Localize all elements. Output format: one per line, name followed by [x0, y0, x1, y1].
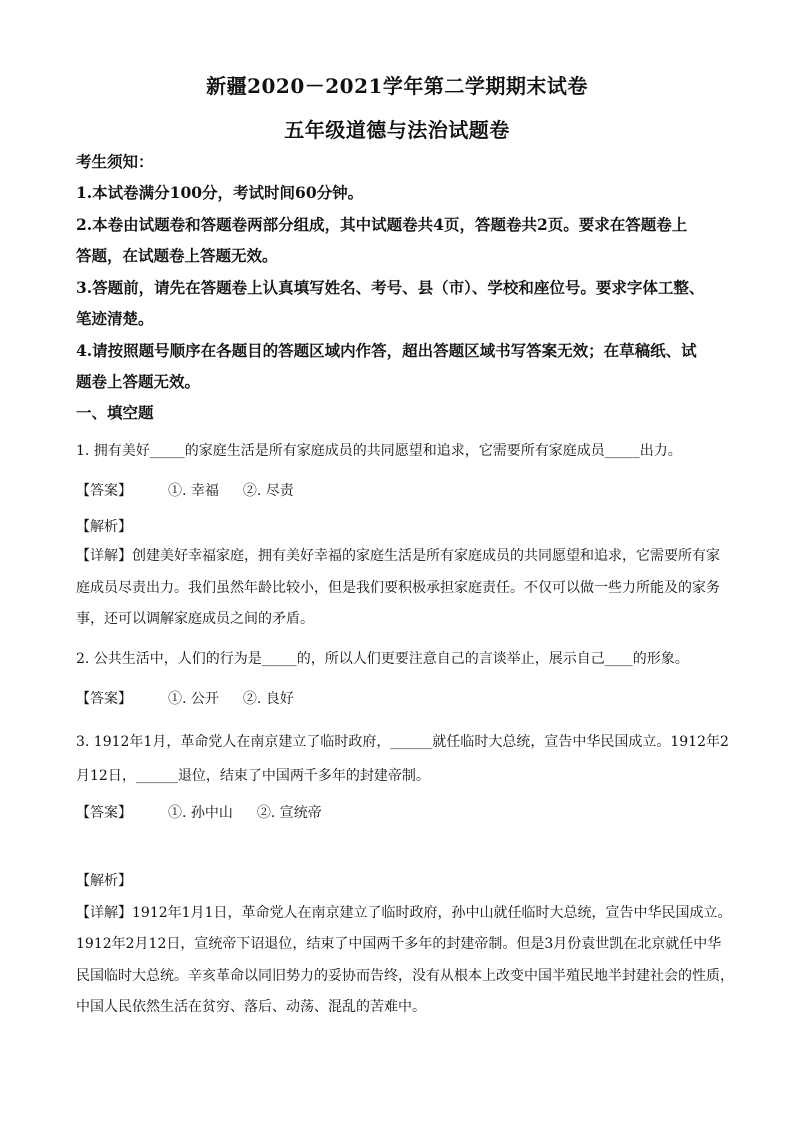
analysis-line: 【详解】创建美好幸福家庭，拥有美好幸福的家庭生活是所有家庭成员的共同愿望和追求，它需要所有家: [76, 548, 720, 564]
question-text: 1. 拥有美好_____的家庭生活是所有家庭成员的共同愿望和追求，它需要所有家庭成员_____出力。: [76, 443, 682, 459]
analysis-line: 事，还可以调解家庭成员之间的矛盾。: [76, 611, 314, 627]
instructions-heading: 考生须知：: [76, 152, 154, 171]
analysis-line: 1912年2月12日，宣统帝下诏退位，结束了中国两千多年的封建帝制。但是3月份袁世凯在北京就任中华: [76, 936, 722, 952]
answer-row: [76, 688, 294, 708]
instruction-line: 2.本卷由试题卷和答题卷两部分组成，其中试题卷共4页，答题卷共2页。要求在答题卷上: [76, 215, 688, 234]
analysis-tag: 【解析】: [76, 873, 132, 889]
analysis-line: 中国人民依然生活在贫穷、落后、动荡、混乱的苦难中。: [76, 999, 426, 1015]
instruction-line: 答题，在试题卷上答题无效。: [76, 246, 278, 265]
instruction-line: 3.答题前，请先在答题卷上认真填写姓名、考号、县（市）、学校和座位号。要求字体工整、: [76, 278, 705, 297]
answer-option: ①. 幸福: [168, 483, 219, 499]
exam-title: 新疆2020－2021学年第二学期期末试卷: [206, 74, 588, 98]
analysis-line: 民国临时大总统。辛亥革命以同旧势力的妥协而告终，没有从根本上改变中国半殖民地半封建社会的性质，: [76, 968, 734, 984]
question-text: 2. 公共生活中，人们的行为是_____的，所以人们更要注意自己的言谈举止，展示自己____的形象。: [76, 651, 689, 667]
instruction-line: 笔迹清楚。: [76, 309, 154, 328]
answer-option: ②. 宣统帝: [256, 805, 322, 821]
answer-option: ②. 尽责: [242, 483, 294, 499]
analysis-line: 【详解】1912年1月1日，革命党人在南京建立了临时政府，孙中山就任临时大总统，宣告中华民国成立。: [76, 905, 732, 921]
section-heading: 一、填空题: [76, 403, 154, 422]
analysis-line: 庭成员尽责出力。我们虽然年龄比较小，但是我们要积极承担家庭责任。不仅可以做一些力所能及的家务: [76, 580, 720, 596]
answer-option: ②. 良好: [242, 691, 294, 707]
instruction-line: 题卷上答题无效。: [76, 372, 201, 391]
answer-option: ①. 孙中山: [168, 805, 233, 821]
answer-tag: 【答案】: [76, 691, 132, 707]
instruction-line: 1.本试卷满分100分，考试时间60分钟。: [76, 183, 364, 202]
answer-option: ①. 公开: [168, 691, 219, 707]
question-text: 月12日，______退位，结束了中国两千多年的封建帝制。: [76, 768, 430, 784]
question-text: 3. 1912年1月，革命党人在南京建立了临时政府，______就任临时大总统，宣告中华民国成立。1912年2: [76, 734, 729, 750]
answer-row: [76, 480, 294, 500]
answer-tag: 【答案】: [76, 483, 132, 499]
analysis-tag: 【解析】: [76, 519, 132, 535]
answer-row: [76, 802, 322, 822]
exam-subtitle: 五年级道德与法治试题卷: [284, 118, 510, 142]
instruction-line: 4.请按照题号顺序在各题目的答题区域内作答，超出答题区域书写答案无效；在草稿纸、试: [76, 341, 697, 360]
answer-tag: 【答案】: [76, 805, 132, 821]
